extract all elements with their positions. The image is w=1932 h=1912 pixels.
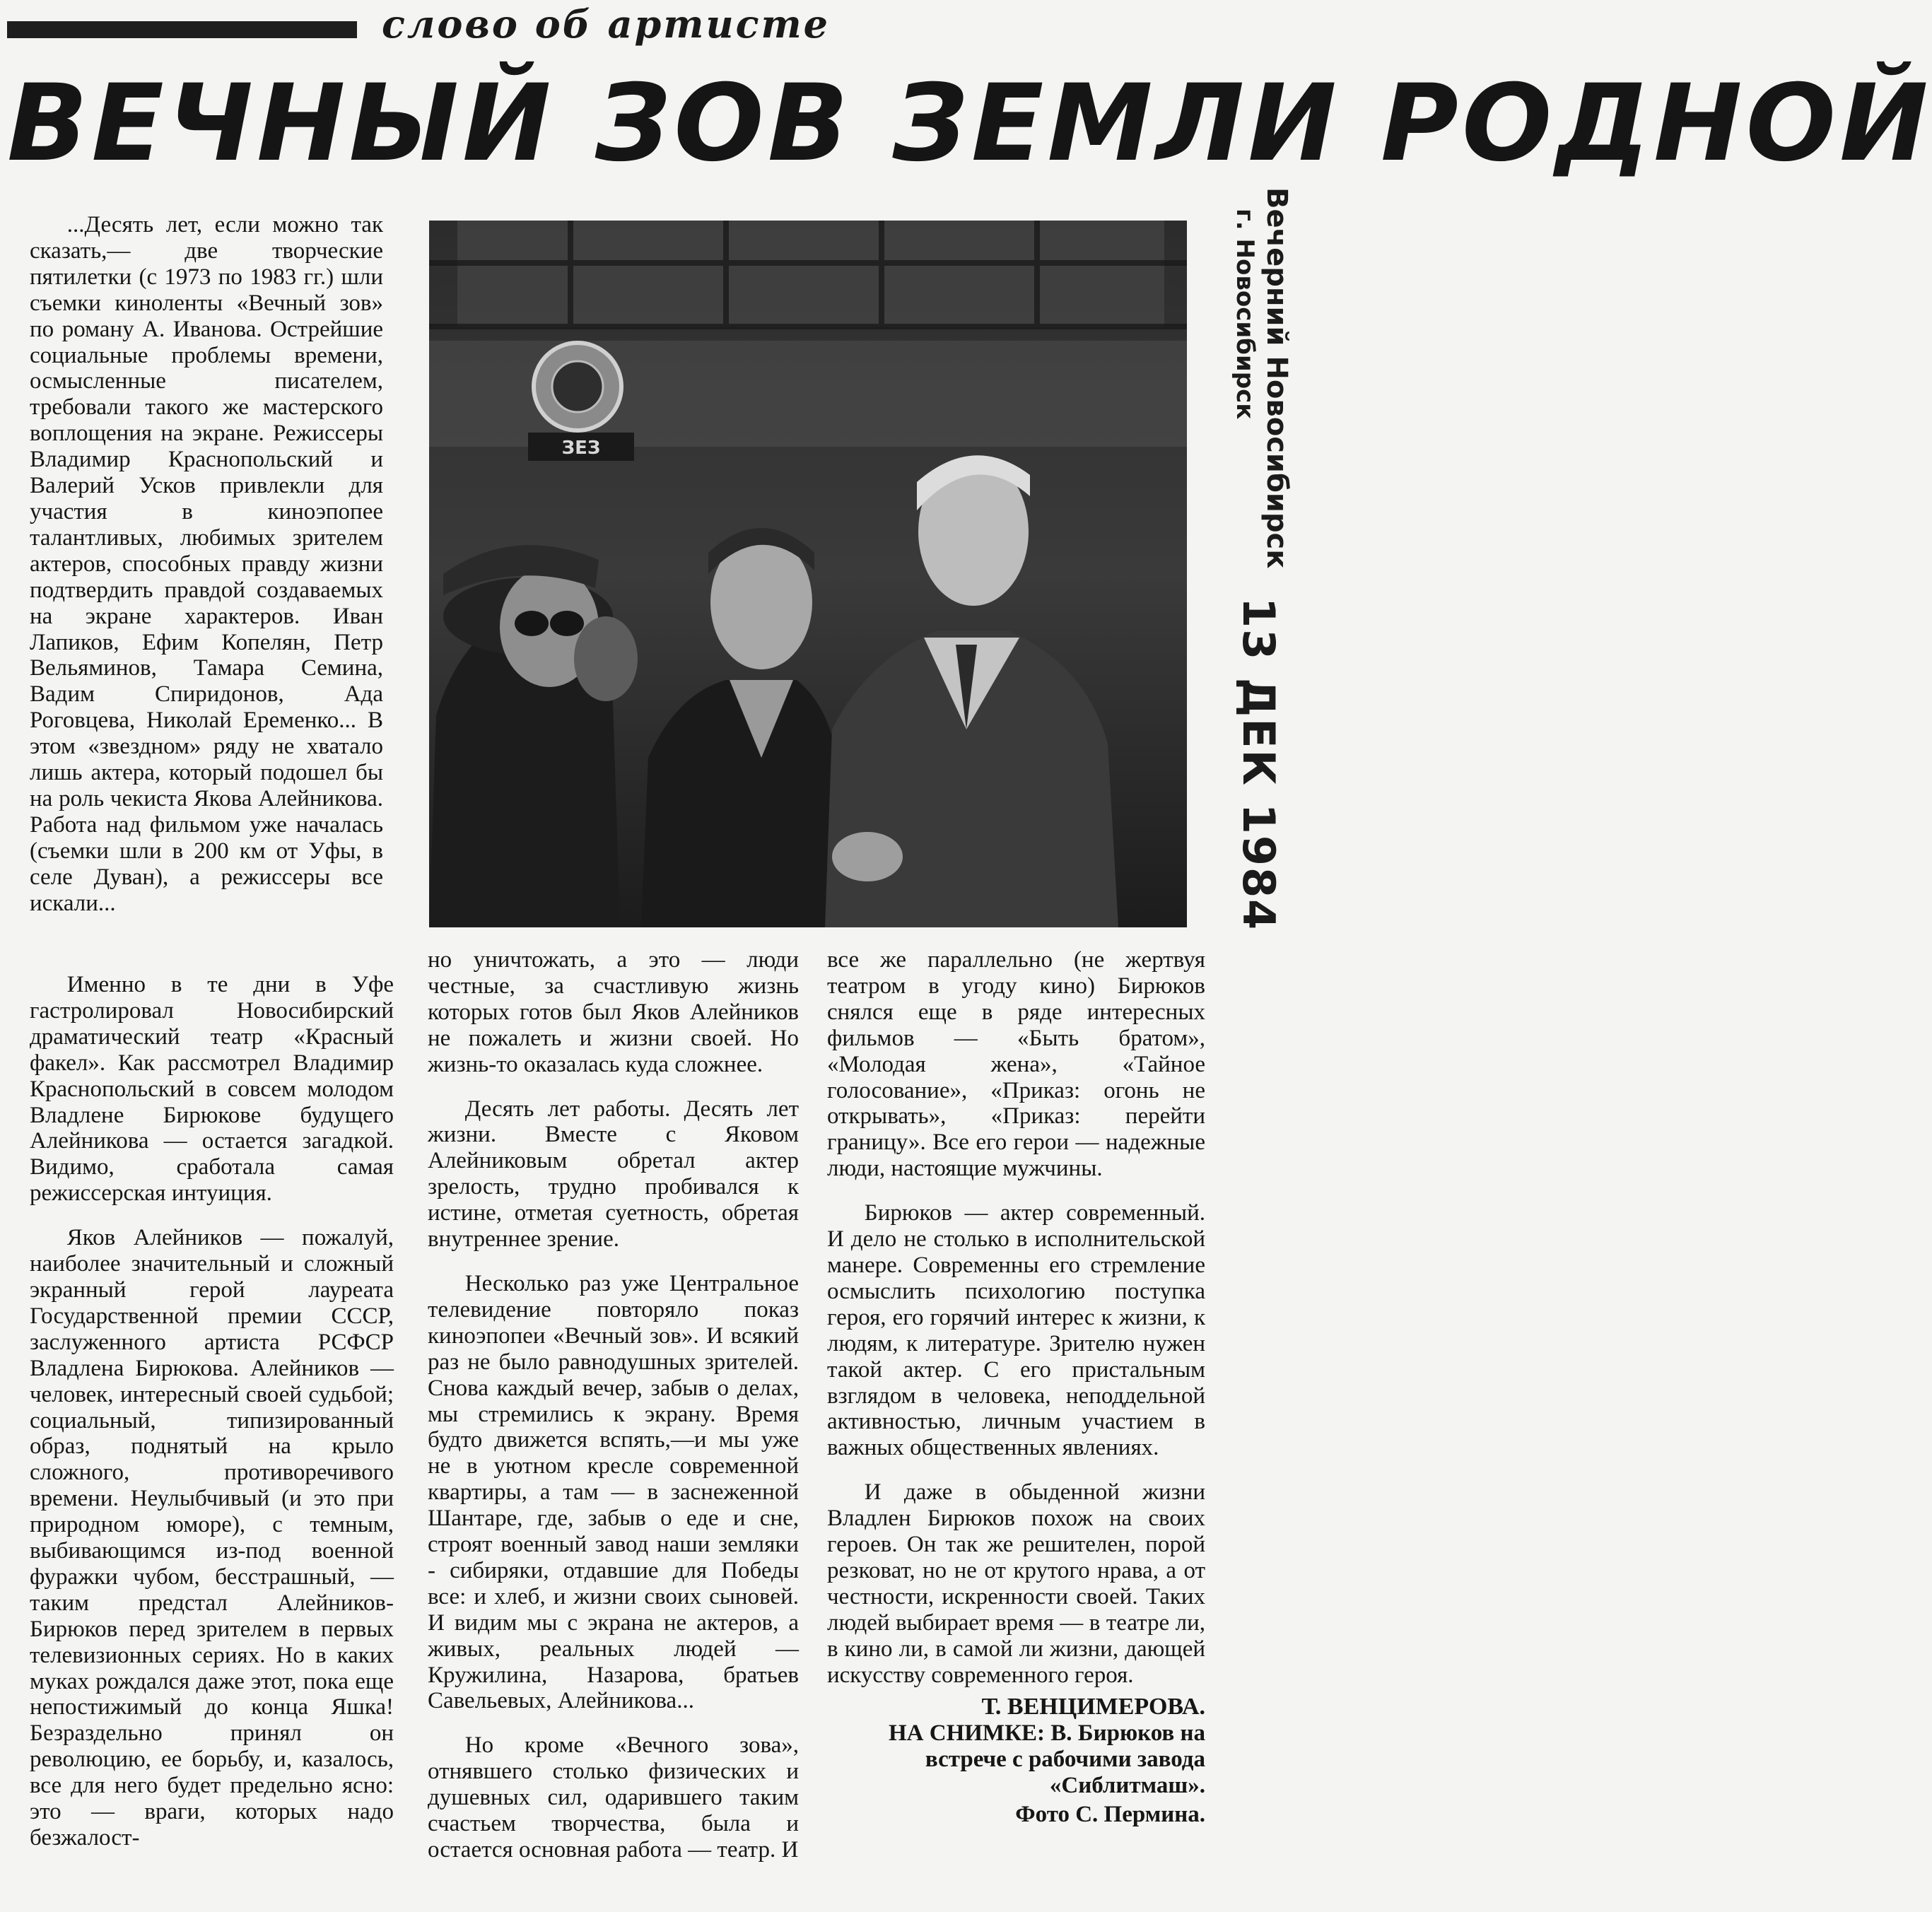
rubric-bar xyxy=(7,21,357,38)
article-column-3 xyxy=(827,947,1205,1829)
article-column-1-bottom xyxy=(30,972,394,1851)
article-column-2 xyxy=(428,947,799,1863)
article-paragraph: Яков Алейников — пожалуй, наиболее значительный и сложный экранный герой лауреата Государственной премии СССР, заслуженного артиста РСФСР Владлена Бирюкова. Алейников — человек, интересный своей судьбой; социальный, типизированный образ, поднятый на крыло сложного, противоречивого времени. Неулыбчивый (и это при природном юморе), с темным, выбивающимся из-под военной фуражки чубом, бесстрашный, — таким предстал Алейников-Бирюков перед зрителем в первых телевизионных сериях. Но в каких муках рождался даже этот, пока еще непостижимый до конца Яшка! Безраздельно принял он революцию, ее борьбу, и, казалось, все для него будет предельно ясно: это — враги, которых надо безжалост- xyxy=(30,1225,394,1851)
article-paragraph: Именно в те дни в Уфе гастролировал Новосибирский драматический театр «Красный факел». Как рассмотрел Владимир Краснопольский в совсем молодом Владлене Бирюкове будущего Алейникова — остается загадкой. Видимо, сработала самая режиссерская интуиция. xyxy=(30,972,394,1207)
photo-credit: Фото С. Пермина. xyxy=(1015,1802,1205,1828)
article-paragraph: Десять лет работы. Десять лет жизни. Вместе с Яковом Алейниковым обретал актер зрелость, трудно пробивался к истине, отметая суетность, обретая внутреннее зрение. xyxy=(428,1096,799,1253)
article-paragraph: но уничтожать, а это — люди честные, за счастливую жизнь которых готов был Яков Алейников не пожалеть и жизни своей. Но жизнь-то оказалась куда сложнее. xyxy=(428,947,799,1077)
stamp-city: г. Новосибирск xyxy=(1231,209,1259,420)
rubric-title: слово об артисте xyxy=(382,1,831,47)
photo-caption: НА СНИМКЕ: В. Бирюков на встрече с рабочими завода «Сиблитмаш». xyxy=(889,1720,1205,1799)
article-paragraph: Бирюков — актер современный. И дело не столько в исполнительской манере. Современны его стремление осмыслить психологию поступка героя, его горячий интерес к жизни, к людям, к литературе. Зрителю нужен такой актер. С его пристальным взглядом в человека, неподдельной активностью, личным участием в важных общественных явлениях. xyxy=(827,1200,1205,1461)
article-photo xyxy=(429,221,1187,927)
author-signature: Т. ВЕНЦИМЕРОВА. xyxy=(981,1694,1205,1720)
article-paragraph: Несколько раз уже Центральное телевидение повторяло показ киноэпопеи «Вечный зов». И всякий раз не было равнодушных зрителей. Снова каждый вечер, забыв о делах, мы стремились к экрану. Время будто движется вспять,—и мы уже не в уютном кресле современной квартиры, а там — в заснеженной Шантаре, где, забыв о еде и сне, строят военный завод наши земляки - сибиряки, отдавшие для Победы все: и хлеб, и жизни своих сыновей. И видим мы с экрана не актеров, а живых, реальных людей — Кружилина, Назарова, братьев Савельевых, Алейникова... xyxy=(428,1270,799,1714)
article-headline: ВЕЧНЫЙ ЗОВ ЗЕМЛИ РОДНОЙ xyxy=(7,62,1932,185)
article-paragraph: Но кроме «Вечного зова», отнявшего столько физических и душевных сил, одарившего таким счастьем творчества, была и остается основная работа — театр. И xyxy=(428,1732,799,1863)
article-paragraph: И даже в обыденной жизни Владлен Бирюков похож на своих героев. Он так же решителен, порой резковат, но не от крутого нрава, а от честности, искренности своей. Таких людей выбирает время — в театре ли, в кино ли, в самой ли жизни, дающей искусству современного героя. xyxy=(827,1479,1205,1688)
stamp-newspaper: Вечерний Новосибирск xyxy=(1260,187,1293,569)
stamp-date: 13 ДЕК 1984 xyxy=(1233,597,1284,932)
article-column-1-top xyxy=(30,212,383,916)
library-stamp xyxy=(1207,180,1306,932)
article-paragraph: ...Десять лет, если можно так сказать,— две творческие пятилетки (с 1973 по 1983 гг.) шли съемки киноленты «Вечный зов» по роману А. Иванова. Острейшие социальные проблемы времени, осмысленные писателем, требовали такого же мастерского воплощения на экране. Режиссеры Владимир Краснопольский и Валерий Усков привлекли для участия в киноэпопее талантливых, любимых зрителем актеров, способных правду жизни подтвердить правдой создаваемых на экране характеров. Иван Лапиков, Ефим Копелян, Петр Вельяминов, Тамара Семина, Вадим Спиридонов, Ада Роговцева, Николай Еременко... В этом «звездном» ряду не хватало лишь актера, который подошел бы на роль чекиста Якова Алейникова. Работа над фильмом уже началась (съемки шли в 200 км от Уфы, в селе Дуван), а режиссеры все искали... xyxy=(30,212,383,916)
article-paragraph: все же параллельно (не жертвуя театром в угоду кино) Бирюков снялся еще в ряде интересных фильмов — «Быть братом», «Молодая жена», «Тайное голосование», «Приказ: огонь не открывать», «Приказ: перейти границу». Все его герои — надежные люди, настоящие мужчины. xyxy=(827,947,1205,1182)
photo-sign-text: ЗЕЗ xyxy=(561,438,601,459)
